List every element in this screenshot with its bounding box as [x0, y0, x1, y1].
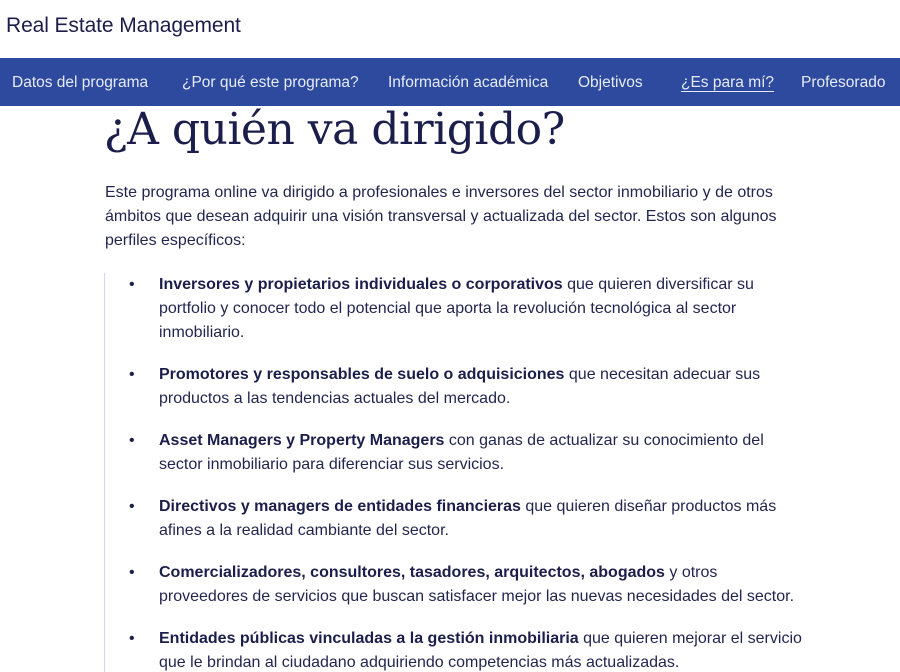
list-item	[105, 561, 807, 609]
section-navbar	[0, 58, 900, 106]
nav-item-profesorado[interactable]: Profesorado	[801, 74, 886, 91]
profile-description: que quieren diseñar productos más afines a la realidad cambiante del sector.	[159, 498, 777, 539]
profile-title: Comercializadores, consultores, tasadores, arquitectos, abogados	[159, 564, 665, 581]
list-item	[105, 429, 807, 477]
profile-title: Asset Managers y Property Managers	[159, 432, 445, 449]
profile-description: y otros proveedores de servicios que buscan satisfacer mejor las nuevas necesidades del sector.	[159, 564, 795, 605]
nav-item-datos-del-programa[interactable]: Datos del programa	[12, 74, 149, 91]
nav-item-es-para-mi[interactable]: ¿Es para mí?	[681, 74, 775, 91]
intro-paragraph: Este programa online va dirigido a profesionales e inversores del sector inmobiliario y de otros ámbitos que desean adquirir una visión transversal y actualizada del sector. Estos son algunos perfiles específicos:	[105, 184, 777, 249]
nav-item-por-que-este-programa[interactable]: ¿Por qué este programa?	[182, 74, 359, 91]
profiles-list	[105, 273, 825, 672]
nav-item-informacion-academica[interactable]: Información académica	[388, 74, 549, 91]
bullet-icon: •	[129, 630, 135, 647]
bullet-icon: •	[129, 564, 135, 581]
profile-description: que necesitan adecuar sus productos a las tendencias actuales del mercado.	[159, 366, 761, 407]
profile-description: que quieren diversificar su portfolio y conocer todo el potencial que aporta la revolución tecnológica al sector inmobiliario.	[159, 276, 754, 341]
profile-title: Promotores y responsables de suelo o adquisiciones	[159, 366, 565, 383]
list-item	[105, 627, 807, 672]
list-item	[105, 273, 807, 345]
list-item	[105, 495, 807, 543]
profile-title: Directivos y managers de entidades financieras	[159, 498, 521, 515]
bullet-icon: •	[129, 276, 135, 293]
bullet-icon: •	[129, 498, 135, 515]
list-item	[105, 363, 807, 411]
bullet-icon: •	[129, 366, 135, 383]
profile-description: que quieren mejorar el servicio que le brindan al ciudadano adquiriendo competencias más actualizadas.	[159, 630, 802, 671]
profile-title: Entidades públicas vinculadas a la gestión inmobiliaria	[159, 630, 579, 647]
profile-title: Inversores y propietarios individuales o corporativos	[159, 276, 563, 293]
nav-item-objetivos[interactable]: Objetivos	[578, 74, 643, 91]
profiles-list-container	[104, 273, 825, 672]
section-heading: ¿A quién va dirigido?	[104, 104, 565, 155]
profile-description: con ganas de actualizar su conocimiento del sector inmobiliario para diferenciar sus servicios.	[159, 432, 764, 473]
site-title[interactable]: Real Estate Management	[6, 14, 241, 37]
bullet-icon: •	[129, 432, 135, 449]
